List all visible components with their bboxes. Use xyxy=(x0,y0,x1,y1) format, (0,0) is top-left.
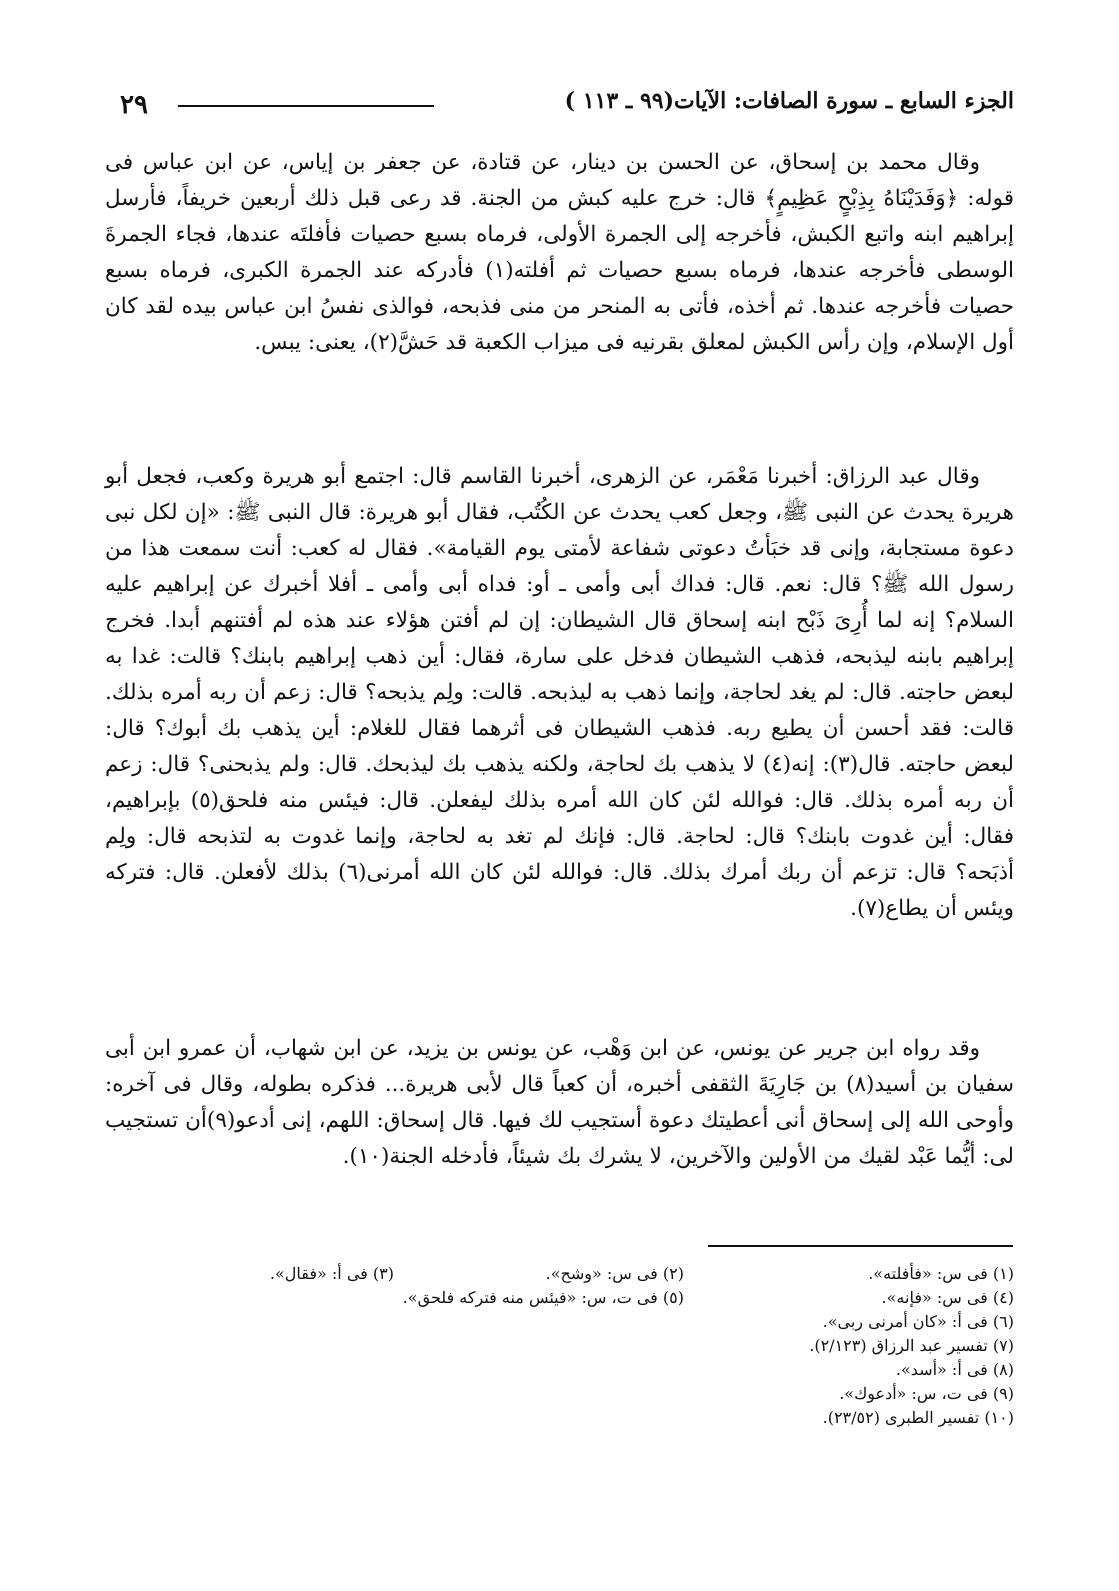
footnote-6: (٦) فى أ: «كان أمرنى ربى». xyxy=(822,1312,1014,1331)
paragraph-text: وقد رواه ابن جرير عن يونس، عن ابن وَهْب، عن يونس بن يزيد، عن ابن شهاب، أن عمرو ابن أبى سفيان بن أسيد(٨) بن جَارِيَةَ الثقفى أخبره، أن كعباً قال لأبى هريرة... فذكره بطوله، وقال فى آخره: وأوحى الله إلى إسحاق أنى أعطيتك دعوة أستجيب لك فيها. قال إسحاق: اللهم، إنى أدعو(٩)أن تستجيب لى: أيُّما عَبْد لقيك من الأولين والآخرين، لا يشرك بك شيئاً، فأدخله الجنة(١٠). xyxy=(105,1036,1015,1169)
footnote-7: (٧) تفسير عبد الرزاق (٢/١٢٣). xyxy=(809,1336,1014,1355)
running-header xyxy=(120,88,1014,124)
paragraph-ibn-ishaq xyxy=(105,145,1014,361)
footnote-row xyxy=(105,1358,1014,1382)
footnote-separator xyxy=(708,1245,1013,1247)
paragraph-text: وقال عبد الرزاق: أخبرنا مَعْمَر، عن الزهرى، أخبرنا القاسم قال: اجتمع أبو هريرة وكعب، فجعل أبو هريرة يحدث عن النبى ﷺ، وجعل كعب يحدث عن الكُتُب، فقال أبو هريرة: قال النبى ﷺ: «إن لكل نبى دعوة مستجابة، وإنى قد خبَأتُ دعوتى شفاعة لأمتى يوم القيامة». فقال له كعب: أنت سمعت هذا من رسول الله ﷺ؟ قال: نعم. قال: فداك أبى وأمى ـ أو: فداه أبى وأمى ـ أفلا أخبرك عن إبراهيم عليه السلام؟ إنه لما أُرِىَ ذَبْح ابنه إسحاق قال الشيطان: إن لم أفتن هؤلاء عند هذه لم أفتنهم أبدا. فخرج إبراهيم بابنه ليذبحه، فذهب الشيطان فدخل على سارة، فقال: أين ذهب إبراهيم بابنك؟ قالت: غدا به لبعض حاجته. قال: لم يغد لحاجة، وإنما ذهب به ليذبحه. قالت: ولِم يذبحه؟ قال: زعم أن ربه أمره بذلك. قالت: فقد أحسن أن يطيع ربه. فذهب الشيطان فى أثرهما فقال للغلام: أين يذهب بك أبوك؟ قال: لبعض حاجته. قال(٣): إنه(٤) لا يذهب بك لحاجة، ولكنه يذهب بك ليذبحك. قال: ولم يذبحنى؟ قال: زعم أن ربه أمره بذلك. قال: فوالله لئن كان الله أمره بذلك ليفعلن. قال: فيئس منه فلحق(٥) بإبراهيم، فقال: أين غدوت بابنك؟ قال: لحاجة. قال: فإنك لم تغد به لحاجة، وإنما غدوت به لتذبحه قال: ولِم أذبَحه؟ قال: تزعم أن ربك أمرك بذلك. قال: فوالله لئن كان الله أمرنى(٦) بذلك لأفعلن. قال: فتركه ويئس أن يطاع(٧). xyxy=(105,464,1015,921)
paragraph-text: وقال محمد بن إسحاق، عن الحسن بن دينار، عن قتادة، عن جعفر بن إياس، عن ابن عباس فى قوله: ﴿وَفَدَيْنَاهُ بِذِبْحٍ عَظِيمٍ﴾ قال: خرج عليه كبش من الجنة. قد رعى قبل ذلك أربعين خريفاً، فأرسل إبراهيم ابنه واتبع الكبش، فأخرجه إلى الجمرة الأولى، فرماه بسبع حصيات فأفلتَه عندها، فجاء الجمرةَ الوسطى فأخرجه عندها، فرماه بسبع حصيات ثم أفلته(١) فأدركه عند الجمرة الكبرى، فرماه بسبع حصيات فأخرجه عندها. ثم أخذه، فأتى به المنحر من منى فذبحه، فوالذى نفسُ ابن عباس بيده لقد كان أول الإسلام، وإن رأس الكبش لمعلق بقرنيه فى ميزاب الكعبة قد حَشَّ(٢)، يعنى: يبس. xyxy=(105,150,1014,355)
page-number: ٢٩ xyxy=(120,90,148,120)
footnote-1: (١) فى س: «فأفلته». xyxy=(868,1264,1014,1283)
paragraph-abd-al-razzaq xyxy=(105,459,1014,927)
footnote-9: (٩) فى ت، س: «أدعوك». xyxy=(839,1384,1014,1403)
footnote-2: (٢) فى س: «وشح». xyxy=(545,1264,684,1283)
footnote-4: (٤) فى س: «فإنه». xyxy=(881,1288,1014,1307)
footnote-row xyxy=(105,1310,1014,1334)
footnote-row xyxy=(105,1334,1014,1358)
footnote-row xyxy=(105,1382,1014,1406)
footnote-row xyxy=(105,1286,1014,1310)
footnote-8: (٨) فى أ: «أسد». xyxy=(895,1360,1014,1379)
footnote-row xyxy=(105,1262,1014,1286)
footnote-3: (٣) فى أ: «فقال». xyxy=(269,1264,394,1283)
footnotes xyxy=(105,1262,1014,1430)
footnote-5: (٥) فى ت، س: «فيئس منه فتركه فلحق». xyxy=(402,1288,684,1307)
footnote-row xyxy=(105,1406,1014,1430)
running-header-title: الجزء السابع ـ سورة الصافات: الآيات(٩٩ ـ ١١٣ ) xyxy=(564,88,1014,114)
footnote-10: (١٠) تفسير الطبرى (٢٣/٥٢). xyxy=(822,1408,1014,1427)
header-rule xyxy=(178,105,434,107)
paragraph-ibn-jarir xyxy=(105,1031,1014,1175)
